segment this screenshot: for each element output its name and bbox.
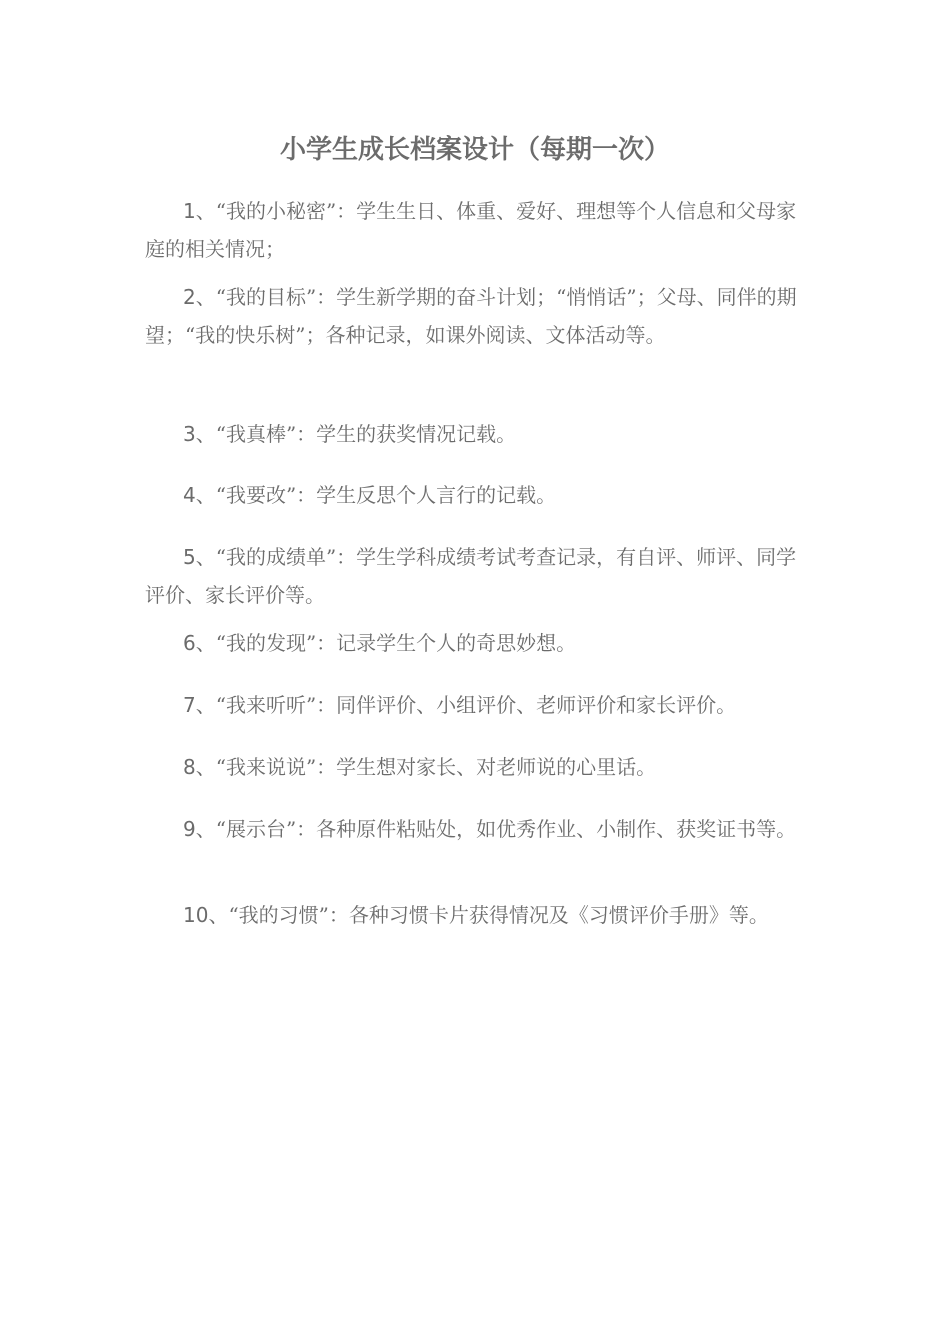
- item-number: 10: [183, 903, 209, 927]
- item-number: 3: [183, 422, 196, 446]
- list-item: [145, 748, 815, 786]
- document-title: 小学生成长档案设计（每期一次）: [279, 135, 670, 165]
- item-text: 、“我真棒”：学生的获奖情况记载。: [195, 422, 517, 446]
- list-item: [145, 624, 815, 662]
- item-number: 8: [183, 755, 196, 779]
- list-item: [145, 192, 815, 268]
- item-text: 、“我的成绩单”：学生学科成绩考试考查记录，有自评、师评、同学评价、家长评价等。: [145, 545, 797, 607]
- item-number: 5: [183, 545, 196, 569]
- item-number: 6: [183, 631, 196, 655]
- item-text: 、“我要改”：学生反思个人言行的记载。: [195, 483, 557, 507]
- item-text: 、“我的目标”：学生新学期的奋斗计划；“悄悄话”；父母、同伴的期望；“我的快乐树”；各种记录，如课外阅读、文体活动等。: [145, 285, 797, 347]
- item-text: 、“我来听听”：同伴评价、小组评价、老师评价和家长评价。: [195, 693, 737, 717]
- item-number: 1: [183, 199, 196, 223]
- list-item: [145, 896, 845, 934]
- list-item: [145, 686, 815, 724]
- item-number: 7: [183, 693, 196, 717]
- list-item: [145, 810, 815, 848]
- item-text: 、“我来说说”：学生想对家长、对老师说的心里话。: [195, 755, 657, 779]
- list-item: [145, 538, 815, 614]
- list-item: [145, 278, 815, 354]
- item-text: 、“展示台”：各种原件粘贴处，如优秀作业、小制作、获奖证书等。: [195, 817, 797, 841]
- item-number: 9: [183, 817, 196, 841]
- item-number: 2: [183, 285, 196, 309]
- list-item: [145, 415, 815, 453]
- list-item: [145, 476, 815, 514]
- item-text: 、“我的习惯”：各种习惯卡片获得情况及《习惯评价手册》等。: [208, 903, 769, 927]
- item-number: 4: [183, 483, 196, 507]
- item-text: 、“我的小秘密”：学生生日、体重、爱好、理想等个人信息和父母家庭的相关情况；: [145, 199, 797, 261]
- item-text: 、“我的发现”：记录学生个人的奇思妙想。: [195, 631, 577, 655]
